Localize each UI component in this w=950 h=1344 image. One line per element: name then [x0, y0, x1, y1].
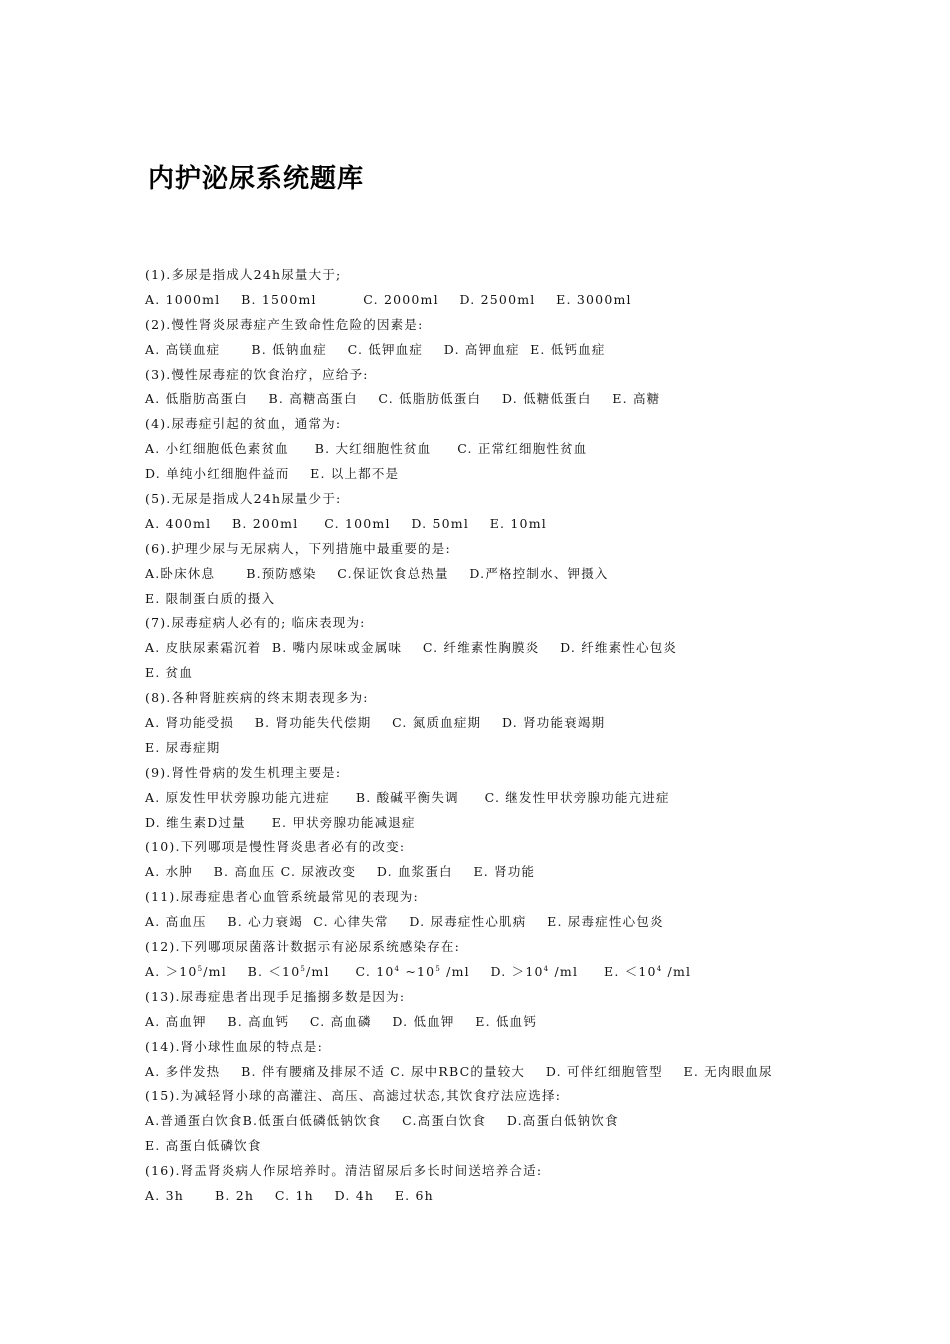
options-line: A. 肾功能受损 B. 肾功能失代偿期 C. 氮质血症期 D. 肾功能衰竭期	[145, 715, 606, 731]
options-line: E. 限制蛋白质的摄入	[145, 590, 276, 606]
options-line: E. 贫血	[145, 665, 194, 681]
options-line: A.普通蛋白饮食B.低蛋白低磷低钠饮食 C.高蛋白饮食 D.高蛋白低钠饮食	[145, 1113, 619, 1129]
question-list	[145, 263, 845, 1209]
options-line: A. 水肿 B. 高血压 C. 尿液改变 D. 血浆蛋白 E. 肾功能	[145, 864, 536, 880]
options-line: A. 低脂肪高蛋白 B. 高糖高蛋白 C. 低脂肪低蛋白 D. 低糖低蛋白 E. 高糖	[145, 391, 661, 407]
question-text: (13).尿毒症患者出现手足搐搦多数是因为:	[145, 988, 406, 1004]
question-text: (15).为减轻肾小球的高灌注、高压、高滤过状态,其饮食疗法应选择:	[145, 1088, 562, 1104]
options-line: D. 维生素D过量 E. 甲状旁腺功能减退症	[145, 814, 416, 830]
question-text: (7).尿毒症病人必有的; 临床表现为:	[145, 615, 366, 631]
options-line: A. $>10^5/ml$ B. $<10^5/ml$ C. $10^4$ $\sim 10^5$ /ml D. $>10^4$ /ml E. $<10^4$ /ml	[145, 963, 692, 979]
options-line: A. 3h B. 2h C. 1h D. 4h E. 6h	[145, 1187, 434, 1203]
options-line: A. 原发性甲状旁腺功能亢进症 B. 酸碱平衡失调 C. 继发性甲状旁腺功能亢进症	[145, 789, 670, 805]
options-line: A. 多伴发热 B. 伴有腰痛及排尿不适 C. 尿中RBC的量较大 D. 可伴红细胞管型 E. 无肉眼血尿	[145, 1063, 773, 1079]
question-text: (12).下列哪项尿菌落计数据示有泌尿系统感染存在:	[145, 939, 461, 955]
question-text: (3).慢性尿毒症的饮食治疗，应给予:	[145, 366, 369, 382]
question-text: (14).肾小球性血尿的特点是:	[145, 1038, 324, 1054]
document-title: 内护泌尿系统题库	[148, 164, 365, 194]
options-line: E. 高蛋白低磷饮食	[145, 1138, 262, 1154]
options-line: A. 高血压 B. 心力衰竭 C. 心律失常 D. 尿毒症性心肌病 E. 尿毒症性心包炎	[145, 914, 664, 930]
options-line: A.卧床休息 B.预防感染 C.保证饮食总热量 D.严格控制水、钾摄入	[145, 565, 609, 581]
question-text: (6).护理少尿与无尿病人，下列措施中最重要的是:	[145, 540, 451, 556]
question-text: (16).肾盂肾炎病人作尿培养时。清洁留尿后多长时间送培养合适:	[145, 1163, 543, 1179]
question-text: (10).下列哪项是慢性肾炎患者必有的改变:	[145, 839, 406, 855]
options-line: A. 1000ml B. 1500ml C. 2000ml D. 2500ml E. 3000ml	[145, 291, 632, 307]
options-line: A. 小红细胞低色素贫血 B. 大红细胞性贫血 C. 正常红细胞性贫血	[145, 441, 588, 457]
question-text: (9).肾性骨病的发生机理主要是:	[145, 764, 342, 780]
options-line: E. 尿毒症期	[145, 739, 221, 755]
options-line: A. 皮肤尿素霜沉着 B. 嘴内尿味或金属味 C. 纤维素性胸膜炎 D. 纤维素性心包炎	[145, 640, 678, 656]
question-text: (11).尿毒症患者心血管系统最常见的表现为:	[145, 889, 419, 905]
options-line: D. 单纯小红细胞件益而 E. 以上都不是	[145, 466, 400, 482]
question-text: (4).尿毒症引起的贫血，通常为:	[145, 416, 342, 432]
question-text: (2).慢性肾炎尿毒症产生致命性危险的因素是:	[145, 316, 424, 332]
options-line: A. 高镁血症 B. 低钠血症 C. 低钾血症 D. 高钾血症 E. 低钙血症	[145, 341, 606, 357]
question-text: (8).各种肾脏疾病的终末期表现多为:	[145, 690, 369, 706]
options-line: A. 高血钾 B. 高血钙 C. 高血磷 D. 低血钾 E. 低血钙	[145, 1013, 538, 1029]
question-text: (5).无尿是指成人24h尿量少于:	[145, 491, 342, 507]
options-line: A. 400ml B. 200ml C. 100ml D. 50ml E. 10ml	[145, 515, 547, 531]
question-text: (1).多尿是指成人24h尿量大于;	[145, 267, 342, 282]
